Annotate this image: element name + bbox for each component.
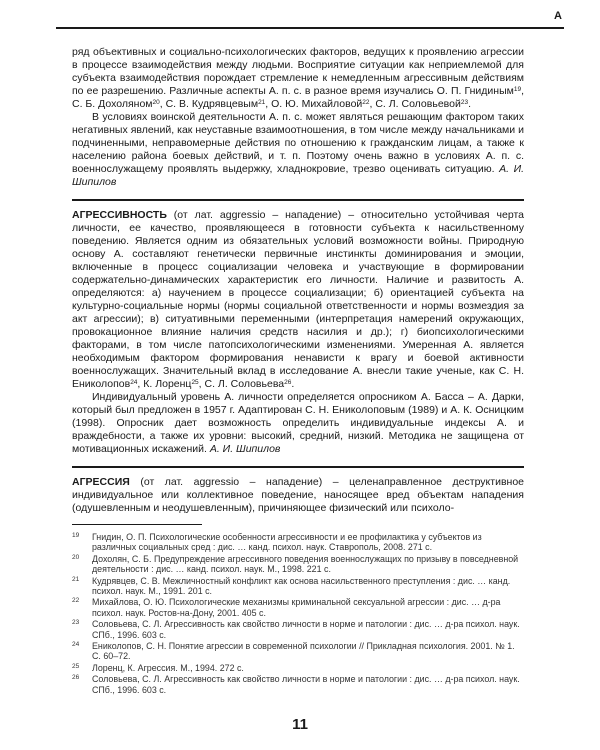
footnote-ref[interactable]: 22 [362,99,370,106]
entry-agressiya [72,476,524,515]
text-span: , С. Б. Дохоляном [72,85,524,110]
footnote-item [72,663,524,673]
main-text [72,46,524,515]
header-rule [56,27,564,29]
footnote-rule [72,524,202,525]
text-span: . [291,378,295,390]
footnote-text: Дохолян, С. Б. Предупреждение агрессивного поведения военнослужащих по призыву в повседневной деятельности : дис. … канд. психол. наук. М., 1998. 221 с. [92,553,519,575]
text-span: (от лат. aggressio – нападение) – относительно устойчивая черта личности, ее качество, проявляющееся в готовности субъекта к насильственному поведению. Является одним из обязательных условий возможности войны. Природную основу А. составляют генетически первичные инстинкты доминирования и эмоции, включенные в процесс социализации человека и участвующие в формировании содержательно-динамических характеристик его личности. Наличие и развитость А. определяются: а) научением в процессе социализации; б) ориентацией субъекта на культурно-социальные нормы (нормы социальной ответственности и нормы возмездия за акт агрессии); в) ситуативными переменными (интерпретация намерений окружающих, провокационное влияние наличия средств насилия и др.); г) биопсихологическими факторами, в том числе патопсихологическими изменениями. Умеренная А. является необходимым фактором формирования ненависти к врагу и боевой активности военнослужащих. Значительный вклад в исследование А. внесли такие ученые, как С. Н. Ениколопов [72,209,524,390]
author-signature: А. И. Шипилов [209,443,281,455]
paragraph [72,111,524,189]
paragraph-continuation [72,46,524,111]
text-span: , С. Л. Соловьевой [369,98,461,110]
page-header-letter: А [554,10,562,22]
footnote-ref[interactable]: 23 [460,99,469,106]
footnote-item [72,674,524,695]
footnote-text: Соловьева, С. Л. Агрессивность как свойство личности в норме и патологии : дис. … д-ра психол. наук. СПб., 1996. 603 с. [92,619,520,640]
footnote-number: 23 [72,619,80,627]
footnote-number: 22 [72,597,80,605]
footnotes [72,532,524,696]
footnote-item [72,641,524,662]
page-number: 11 [292,716,308,733]
footnote-number: 21 [72,575,80,583]
entry-agressivnost [72,209,524,391]
footnote-text: Соловьева, С. Л. Агрессивность как свойство личности в норме и патологии : дис. … д-ра психол. наук. СПб., 1996. 603 с. [92,674,520,695]
entry-term: АГРЕССИЯ [72,476,130,488]
footnote-number: 25 [72,662,80,670]
entry-term: АГРЕССИВНОСТЬ [72,209,167,221]
footnote-ref[interactable]: 24 [130,379,138,386]
footnote-text: Кудрявцев, С. В. Межличностный конфликт как основа насильственного преступления : дис. … канд. психол. наук. М., 1991. 201 с. [92,575,511,597]
footnote-text: Ениколопов, С. Н. Понятие агрессии в современной психологии // Прикладная психология. 2001. № 1. С. 60–72. [92,641,515,662]
footnote-text: Лоренц, К. Агрессия. М., 1994. 272 с. [92,662,244,673]
footnote-ref[interactable]: 21 [258,99,266,106]
footnote-ref[interactable]: 26 [284,379,292,386]
text-span: Индивидуальный уровень А. личности определяется опросником А. Басса – А. Дарки, который был предложен в 1957 г. Адаптирован С. Н. Ениколоповым (1989) и А. К. Осницким (1998). Опросник дает возможность определить индивидуальные индексы А. и враждебности, а также их уровни: высокий, средний, низкий. Методика не защищена от мотивационных искажений. [72,391,524,455]
text-span: , С. Л. Соловьева [198,378,285,390]
footnote-number: 19 [72,532,80,539]
footnote-item [72,576,524,597]
footnote-text: Гнидин, О. П. Психологические особенности агрессивности и ее профилактика у субъектов из различных социальных сред : дис. … канд. психол. наук. Ставрополь, 2008. 271 с. [92,532,482,553]
footnote-item [72,554,524,575]
footnote-item [72,619,524,640]
text-span: (от лат. aggressio – нападение) – целенаправленное деструктивное индивидуальное или коллективное поведение, наносящее вред объектам нападения (одушевленным и неодушевленным), причиняющее физический или психоло- [72,476,524,514]
footnote-item [72,597,524,618]
text-span: ряд объективных и социально-психологических факторов, ведущих к проявлению агрессии в процессе взаимодействия между людьми. Восприятие ситуации как неприемлемой для субъекта взаимодействия порождает стремление к немедленным агрессивным действиям по ее разрешению. Различные аспекты А. п. с. в разное время изучались О. П. Гнидиным [72,46,524,97]
footnote-number: 26 [72,674,80,682]
paragraph [72,391,524,456]
section-divider [72,466,524,468]
footnote-item [72,532,524,553]
footnote-text: Михайлова, О. Ю. Психологические механизмы криминальной сексуальной агрессии : дис. … д-ра психол. наук. Ростов-на-Дону, 2001. 405 с. [92,597,501,618]
footnote-ref[interactable]: 19 [513,86,522,93]
text-span: . [468,98,471,110]
footnote-ref[interactable]: 25 [191,379,199,386]
footnote-number: 20 [72,553,80,561]
text-span: , К. Лоренц [137,378,192,390]
footnote-number: 24 [72,641,80,649]
footnote-ref[interactable]: 20 [152,99,160,106]
text-span: В условиях воинской деятельности А. п. с. может являться решающим фактором таких негативных явлений, как неуставные взаимоотношения, в том числе между начальниками и подчиненными, неправомерные действия по отношению к гражданским лицам, а также к населению района боевых действий, и т. п. Поэтому очень важно в условиях А. п. с. военнослужащему проявлять выдержку, хладнокровие, трезво оценивать ситуацию. [72,111,524,175]
text-span: , О. Ю. Михайловой [265,98,363,110]
section-divider [72,199,524,201]
author-signature: А. И. Шипилов [72,163,525,188]
text-span: , С. В. Кудрявцевым [159,98,259,110]
